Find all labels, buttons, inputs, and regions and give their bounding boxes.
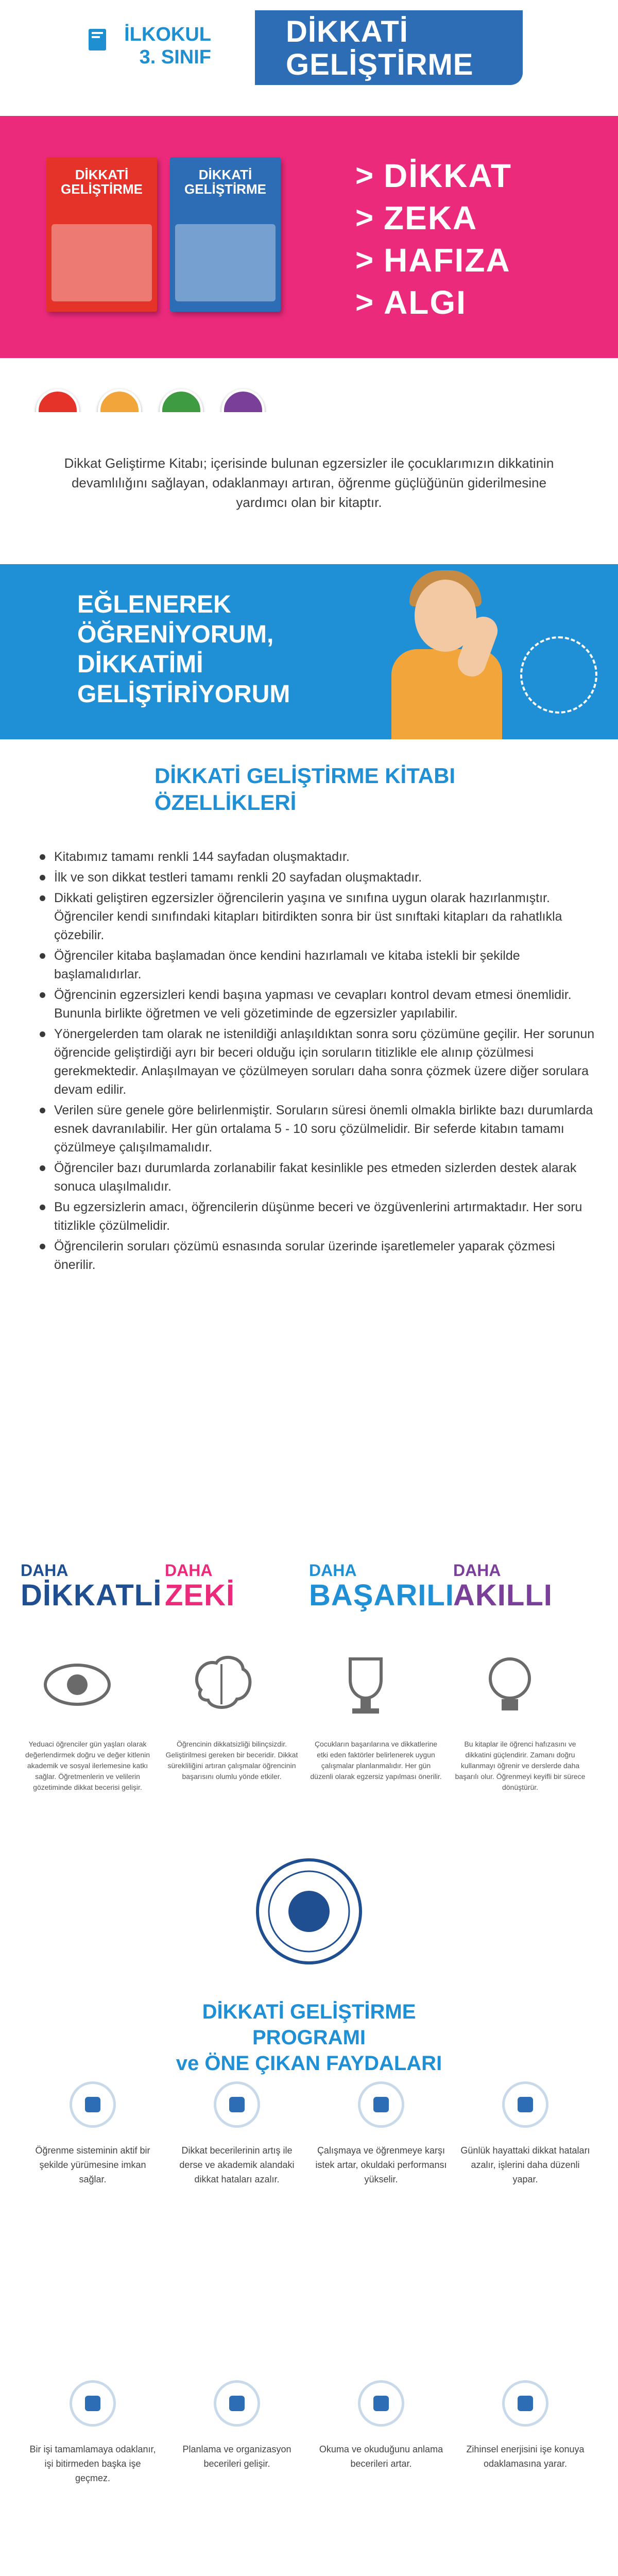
daha-pre: DAHA: [309, 1561, 357, 1580]
stamp-icon: [520, 636, 597, 714]
daha-column-akilli: [453, 1561, 592, 1791]
benefit-icon: [70, 2081, 116, 2128]
list-item: Bu egzersizlerin amacı, öğrencilerin düşünme beceri ve özgüvenlerini artırmaktadır. Her soru titizlikle çözülmelidir.: [39, 1198, 595, 1235]
daha-pre: DAHA: [165, 1561, 213, 1580]
daha-column-basarili: [309, 1561, 454, 1781]
hero-skill: [355, 281, 512, 324]
program-title: [154, 1999, 464, 2076]
daha-column-zeki: [165, 1561, 304, 1781]
benefit-item: [26, 2081, 160, 2187]
list-item: Kitabımız tamamı renkli 144 sayfadan oluşmaktadır.: [39, 848, 595, 866]
page-title: [255, 10, 523, 81]
list-item: Yönergelerden tam olarak ne istenildiği anlaşıldıktan sonra soru çözümüne geçilir. Her sorunun öğrencide geliştirdiği ayrı bir beceri olduğu için soruların titizlikle ele alınıp çözülmesi gerekmektedir. Anlaşılmayan ve çözülmeyen soruları daha sonra çözmek üzere diğer sorulara devam edilir.: [39, 1025, 595, 1099]
daha-section: [0, 1546, 618, 1984]
header: [0, 0, 618, 103]
benefit-icon: [358, 2380, 404, 2427]
award-badge-icon: [36, 389, 79, 412]
daha-text: Öğrencinin dikkatsizliği bilinçsizdir. Geliştirilmesi gereken bir beceridir. Dikkat sürekliliğini artıran çalışmalar öğrencinin başarısını olumlu yönde etkiler.: [165, 1740, 298, 1781]
child-head: [415, 580, 476, 652]
child-illustration: [360, 564, 530, 739]
slogan-line: EĞLENEREK: [77, 591, 231, 618]
features-title-line: ÖZELLİKLERİ: [154, 790, 297, 815]
benefit-text: Okuma ve okuduğunu anlama becerileri artar.: [319, 2444, 443, 2469]
hero-band: [0, 116, 618, 358]
hero-skill-list: [355, 155, 512, 324]
daha-word: ZEKİ: [165, 1579, 235, 1612]
benefit-text: Çalışmaya ve öğrenmeye karşı istek artar, okuldaki performansı yükselir.: [315, 2145, 447, 2184]
title-line1: DİKKATİ: [286, 15, 408, 48]
features-title: [154, 762, 455, 816]
benefit-text: Planlama ve organizasyon becerileri gelişir.: [182, 2444, 291, 2469]
eye-icon: [41, 1649, 113, 1721]
benefit-item: [26, 2380, 160, 2485]
book-title-1: DİKKATİ GELİŞTİRME: [61, 167, 143, 197]
benefit-item: [458, 2380, 592, 2471]
list-item: İlk ve son dikkat testleri tamamı renkli 20 sayfadan oluşmaktadır.: [39, 868, 595, 887]
daha-column-dikkatli: [21, 1561, 162, 1791]
award-badge-icon: [160, 389, 203, 412]
daha-word: BAŞARILI: [309, 1579, 454, 1612]
brain-icon: [185, 1649, 258, 1721]
hero-skill-label: ALGI: [384, 284, 467, 321]
book-icon: [88, 27, 109, 53]
hero-skill-label: HAFIZA: [384, 242, 511, 279]
hero: [0, 103, 618, 412]
quality-seal-icon: [252, 1855, 366, 1968]
features-title-line: DİKKATİ GELİŞTİRME KİTABI: [154, 764, 456, 788]
slogan-line: DİKKATİMİ: [77, 651, 203, 678]
benefit-text: Zihinsel enerjisini işe konuya odaklamasına yarar.: [466, 2444, 585, 2469]
book-cover-1: [46, 157, 157, 312]
grade-label: [113, 23, 211, 69]
chevron-right-icon: >: [355, 158, 374, 193]
trophy-icon: [330, 1649, 402, 1721]
title-box: [255, 10, 523, 85]
benefit-icon: [358, 2081, 404, 2128]
list-item: Öğrencinin egzersizleri kendi başına yapması ve cevapları kontrol devam etmesi önemlidir. Bununla birlikte öğretmen ve veli gözetiminde de egzersizler yapılabilir.: [39, 986, 595, 1023]
program-title-line: DİKKATİ GELİŞTİRME PROGRAMI: [202, 2001, 416, 2049]
hero-skill: [355, 239, 512, 281]
benefit-icon: [214, 2081, 260, 2128]
benefit-item: [170, 2380, 304, 2471]
hero-skill: [355, 197, 512, 239]
program-section: [0, 1989, 618, 2576]
slogan-band: [0, 564, 618, 739]
chevron-right-icon: >: [355, 200, 374, 235]
list-item: Öğrenciler bazı durumlarda zorlanabilir fakat kesinlikle pes etmeden sizlerden destek alarak sonuca ulaşılmalıdır.: [39, 1159, 595, 1196]
benefit-item: [314, 2081, 448, 2187]
hero-skill: [355, 155, 512, 197]
daha-text: Bu kitaplar ile öğrenci hafızasını ve dikkatini güçlendirir. Zamanı doğru kullanmayı öğrenir ve derslerde daha başarılı olur. Öğrenmeyi keyifli bir sürece dönüştürür.: [455, 1740, 586, 1791]
benefit-icon: [502, 2380, 548, 2427]
grade-line2: 3. SINIF: [139, 46, 211, 68]
benefit-item: [458, 2081, 592, 2187]
hero-skill-label: ZEKA: [384, 199, 478, 236]
features-section: [0, 742, 618, 1546]
chevron-right-icon: >: [355, 285, 374, 319]
benefit-text: Bir işi tamamlamaya odaklanır, işi bitirmeden başka işe geçmez.: [29, 2444, 156, 2483]
program-title-line: ve ÖNE ÇIKAN FAYDALARI: [176, 2052, 442, 2075]
slogan-line: ÖĞRENİYORUM,: [77, 621, 274, 648]
list-item: Verilen süre genele göre belirlenmiştir. Soruların süresi önemli olmakla birlikte bazı durumlarda esnek davranılabilir. Her gün ortalama 5 - 10 soru çözülmelidir. Bir seferde kitabın tamamı çözülmeye çalışılmamalıdır.: [39, 1101, 595, 1157]
list-item: Öğrenciler kitaba başlamadan önce kendini hazırlamalı ve kitaba istekli bir şekilde başlamalıdırlar.: [39, 946, 595, 984]
benefit-icon: [70, 2380, 116, 2427]
hero-skill-label: DİKKAT: [384, 157, 512, 194]
benefit-text: Dikkat becerilerinin artış ile derse ve akademik alandaki dikkat hataları azalır.: [179, 2145, 295, 2184]
slogan-line: GELİŞTİRİYORUM: [77, 681, 290, 708]
benefit-icon: [214, 2380, 260, 2427]
daha-text: Çocukların başarılarına ve dikkatlerine etki eden faktörler belirlenerek uygun çalışmalar planlanmalıdır. Her gün düzenli olarak egzersiz yapılması önerilir.: [310, 1740, 442, 1781]
slogan-heading: [77, 590, 290, 709]
daha-word: AKILLI: [453, 1579, 553, 1612]
award-badge-icon: [221, 389, 265, 412]
book-cover-2: [170, 157, 281, 312]
book-art-1: [52, 224, 152, 301]
benefit-item: [314, 2380, 448, 2471]
benefit-text: Günlük hayattaki dikkat hataları azalır, işlerini daha düzenli yapar.: [460, 2145, 590, 2184]
benefit-item: [170, 2081, 304, 2187]
benefit-text: Öğrenme sisteminin aktif bir şekilde yürümesine imkan sağlar.: [35, 2145, 150, 2184]
benefit-icon: [502, 2081, 548, 2128]
book-art-2: [175, 224, 276, 301]
daha-text: Yeduaci öğrenciler gün yaşları olarak değerlendirmek doğru ve değer kitlenin akademik ve sosyal ilerlemesine katkı sağlar. Öğretmenlerin ve velilerin gözetiminde dikkat becerisi gelişir.: [25, 1740, 150, 1791]
award-badge-icon: [98, 389, 141, 412]
list-item: Dikkati geliştiren egzersizler öğrencilerin yaşına ve sınıfına uygun olarak hazırlanmıştır. Öğrenciler kendi sınıfındaki kitapları bitirdikten sonra bir üst sınıftaki kitapları da rahatlıkla çözebilir.: [39, 889, 595, 944]
title-line2: GELİŞTİRME: [286, 48, 474, 81]
features-list: [39, 848, 595, 1276]
list-item: Öğrencilerin soruları çözümü esnasında sorular üzerinde işaretlemeler yaparak çözmesi önerilir.: [39, 1237, 595, 1274]
intro-text: Dikkat Geliştirme Kitabı; içerisinde bulunan egzersizler ile çocuklarımızın dikkatinin devamlılığını sağlayan, odaklanmayı artıran, öğrenme güçlüğünün giderilmesine yardımcı olan bir kitaptır.: [64, 455, 554, 510]
intro-section: [0, 433, 618, 551]
daha-pre: DAHA: [21, 1561, 68, 1580]
lightbulb-icon: [474, 1649, 546, 1721]
chevron-right-icon: >: [355, 243, 374, 277]
grade-line1: İLKOKUL: [124, 24, 211, 45]
daha-word: DİKKATLİ: [21, 1579, 162, 1612]
daha-pre: DAHA: [453, 1561, 501, 1580]
book-title-2: DİKKATİ GELİŞTİRME: [184, 167, 266, 197]
